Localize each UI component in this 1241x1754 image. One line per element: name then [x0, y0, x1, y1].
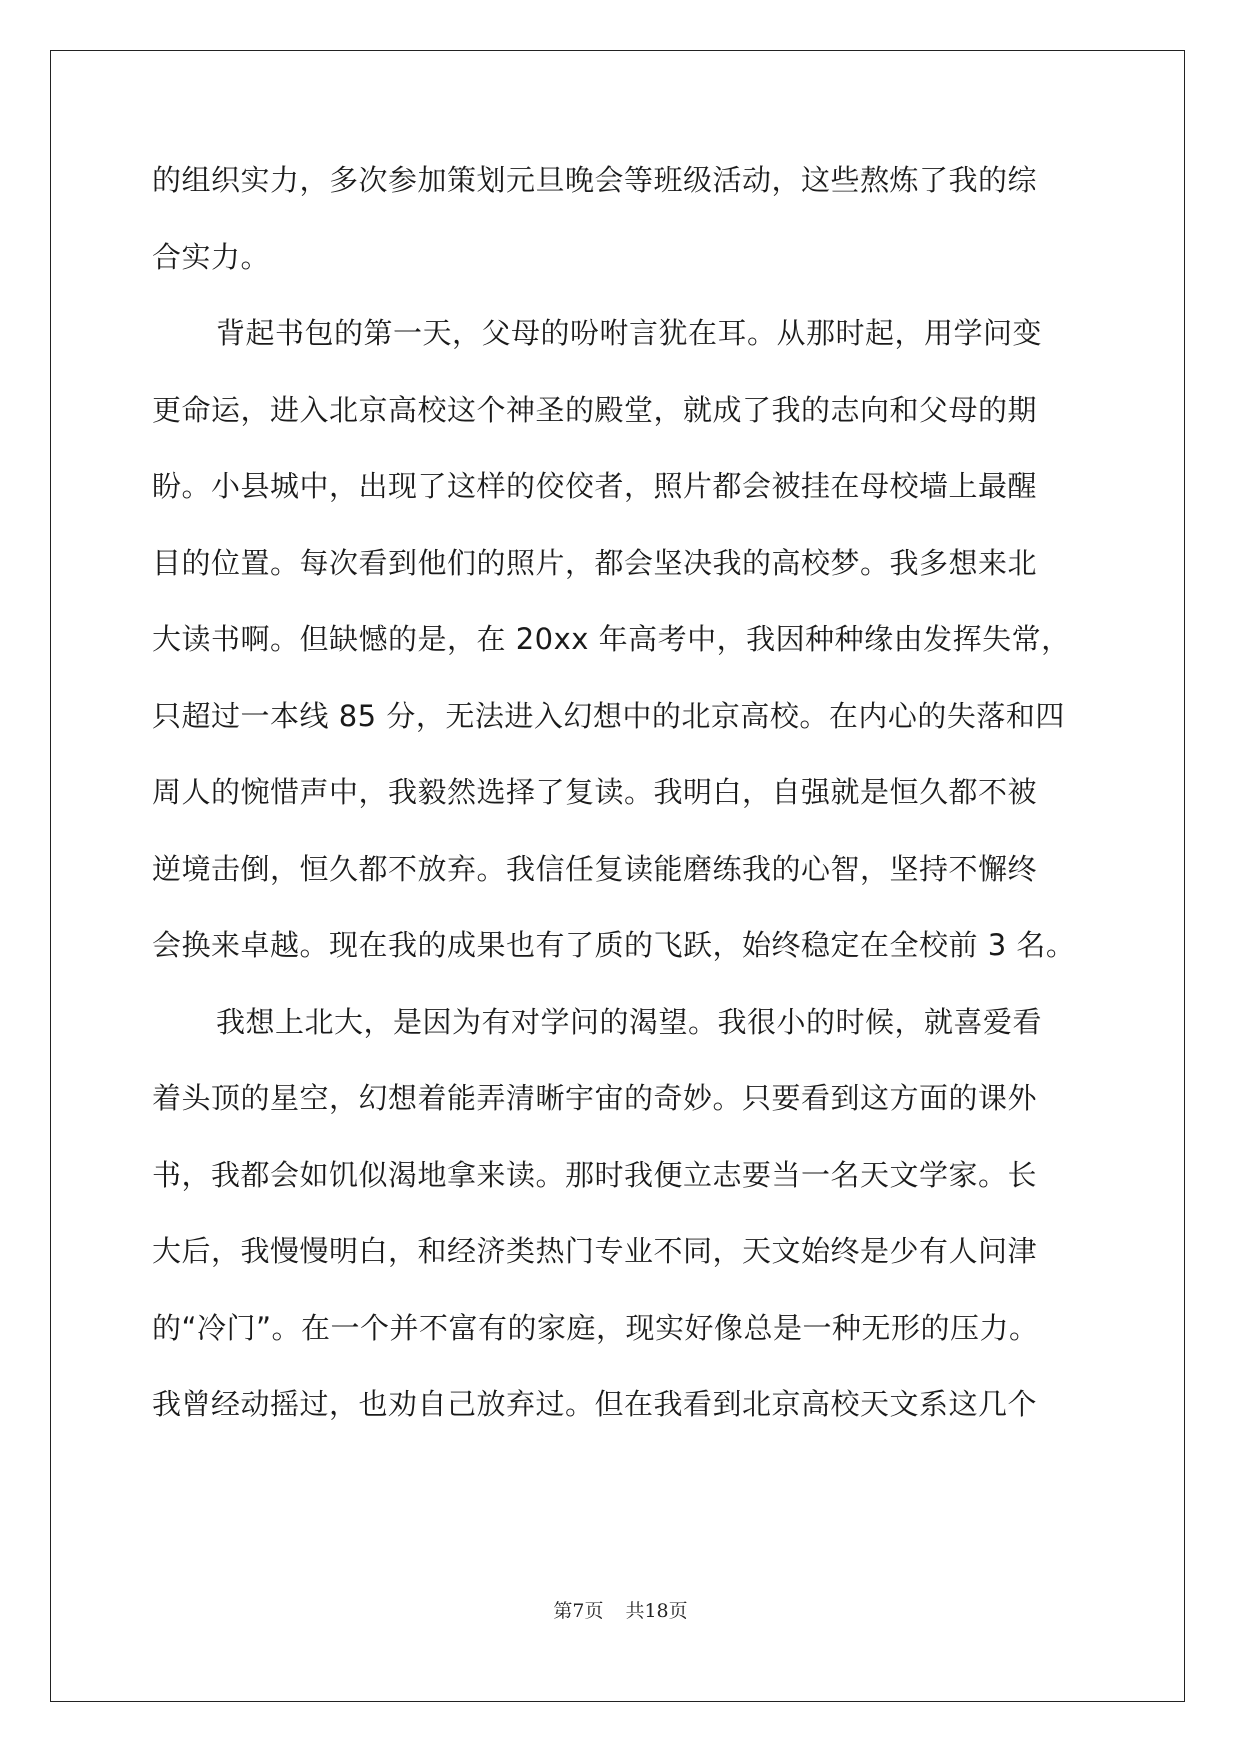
page-footer: [0, 1596, 1241, 1623]
text-line: 盼。小县城中，出现了这样的佼佼者，照片都会被挂在母校墙上最醒: [152, 469, 1038, 503]
text-line: 我曾经动摇过，也劝自己放弃过。但在我看到北京高校天文系这几个: [152, 1387, 1038, 1421]
text-line: 目的位置。每次看到他们的照片，都会坚决我的高校梦。我多想来北: [152, 545, 1038, 580]
document-body: [152, 161, 1092, 1462]
text-line: 周人的惋惜声中，我毅然选择了复读。我明白，自强就是恒久都不被: [152, 775, 1038, 809]
text-line: 会换来卓越。现在我的成果也有了质的飞跃，始终稳定在全校前 3 名。: [152, 928, 1076, 962]
paragraph-start-line: 我想上北大，是因为有对学问的渴望。我很小的时候，就喜爱看: [216, 1004, 1043, 1039]
text-line: 更命运，进入北京高校这个神圣的殿堂，就成了我的志向和父母的期: [152, 392, 1038, 427]
text-line: 逆境击倒，恒久都不放弃。我信任复读能磨练我的心智，坚持不懈终: [152, 851, 1038, 886]
text-line: 大读书啊。但缺憾的是，在 20xx 年高考中，我因种种缘由发挥失常，: [152, 622, 1071, 656]
paragraph-start-line: 背起书包的第一天，父母的吩咐言犹在耳。从那时起，用学问变: [216, 316, 1043, 350]
text-line: 书，我都会如饥似渴地拿来读。那时我便立志要当一名天文学家。长: [152, 1157, 1038, 1192]
text-line: 合实力。: [152, 239, 271, 274]
text-line: 着头顶的星空，幻想着能弄清晰宇宙的奇妙。只要看到这方面的课外: [152, 1081, 1038, 1115]
page-total: 共18页: [625, 1600, 688, 1622]
text-line: 大后，我慢慢明白，和经济类热门专业不同，天文始终是少有人问津: [152, 1234, 1038, 1268]
text-line: 的组织实力，多次参加策划元旦晚会等班级活动，这些熬炼了我的综: [152, 163, 1038, 197]
text-line: 的“冷门”。在一个并不富有的家庭，现实好像总是一种无形的压力。: [152, 1310, 1039, 1345]
text-line: 只超过一本线 85 分，无法进入幻想中的北京高校。在内心的失落和四: [152, 698, 1065, 733]
page-number: 第7页: [553, 1600, 604, 1622]
